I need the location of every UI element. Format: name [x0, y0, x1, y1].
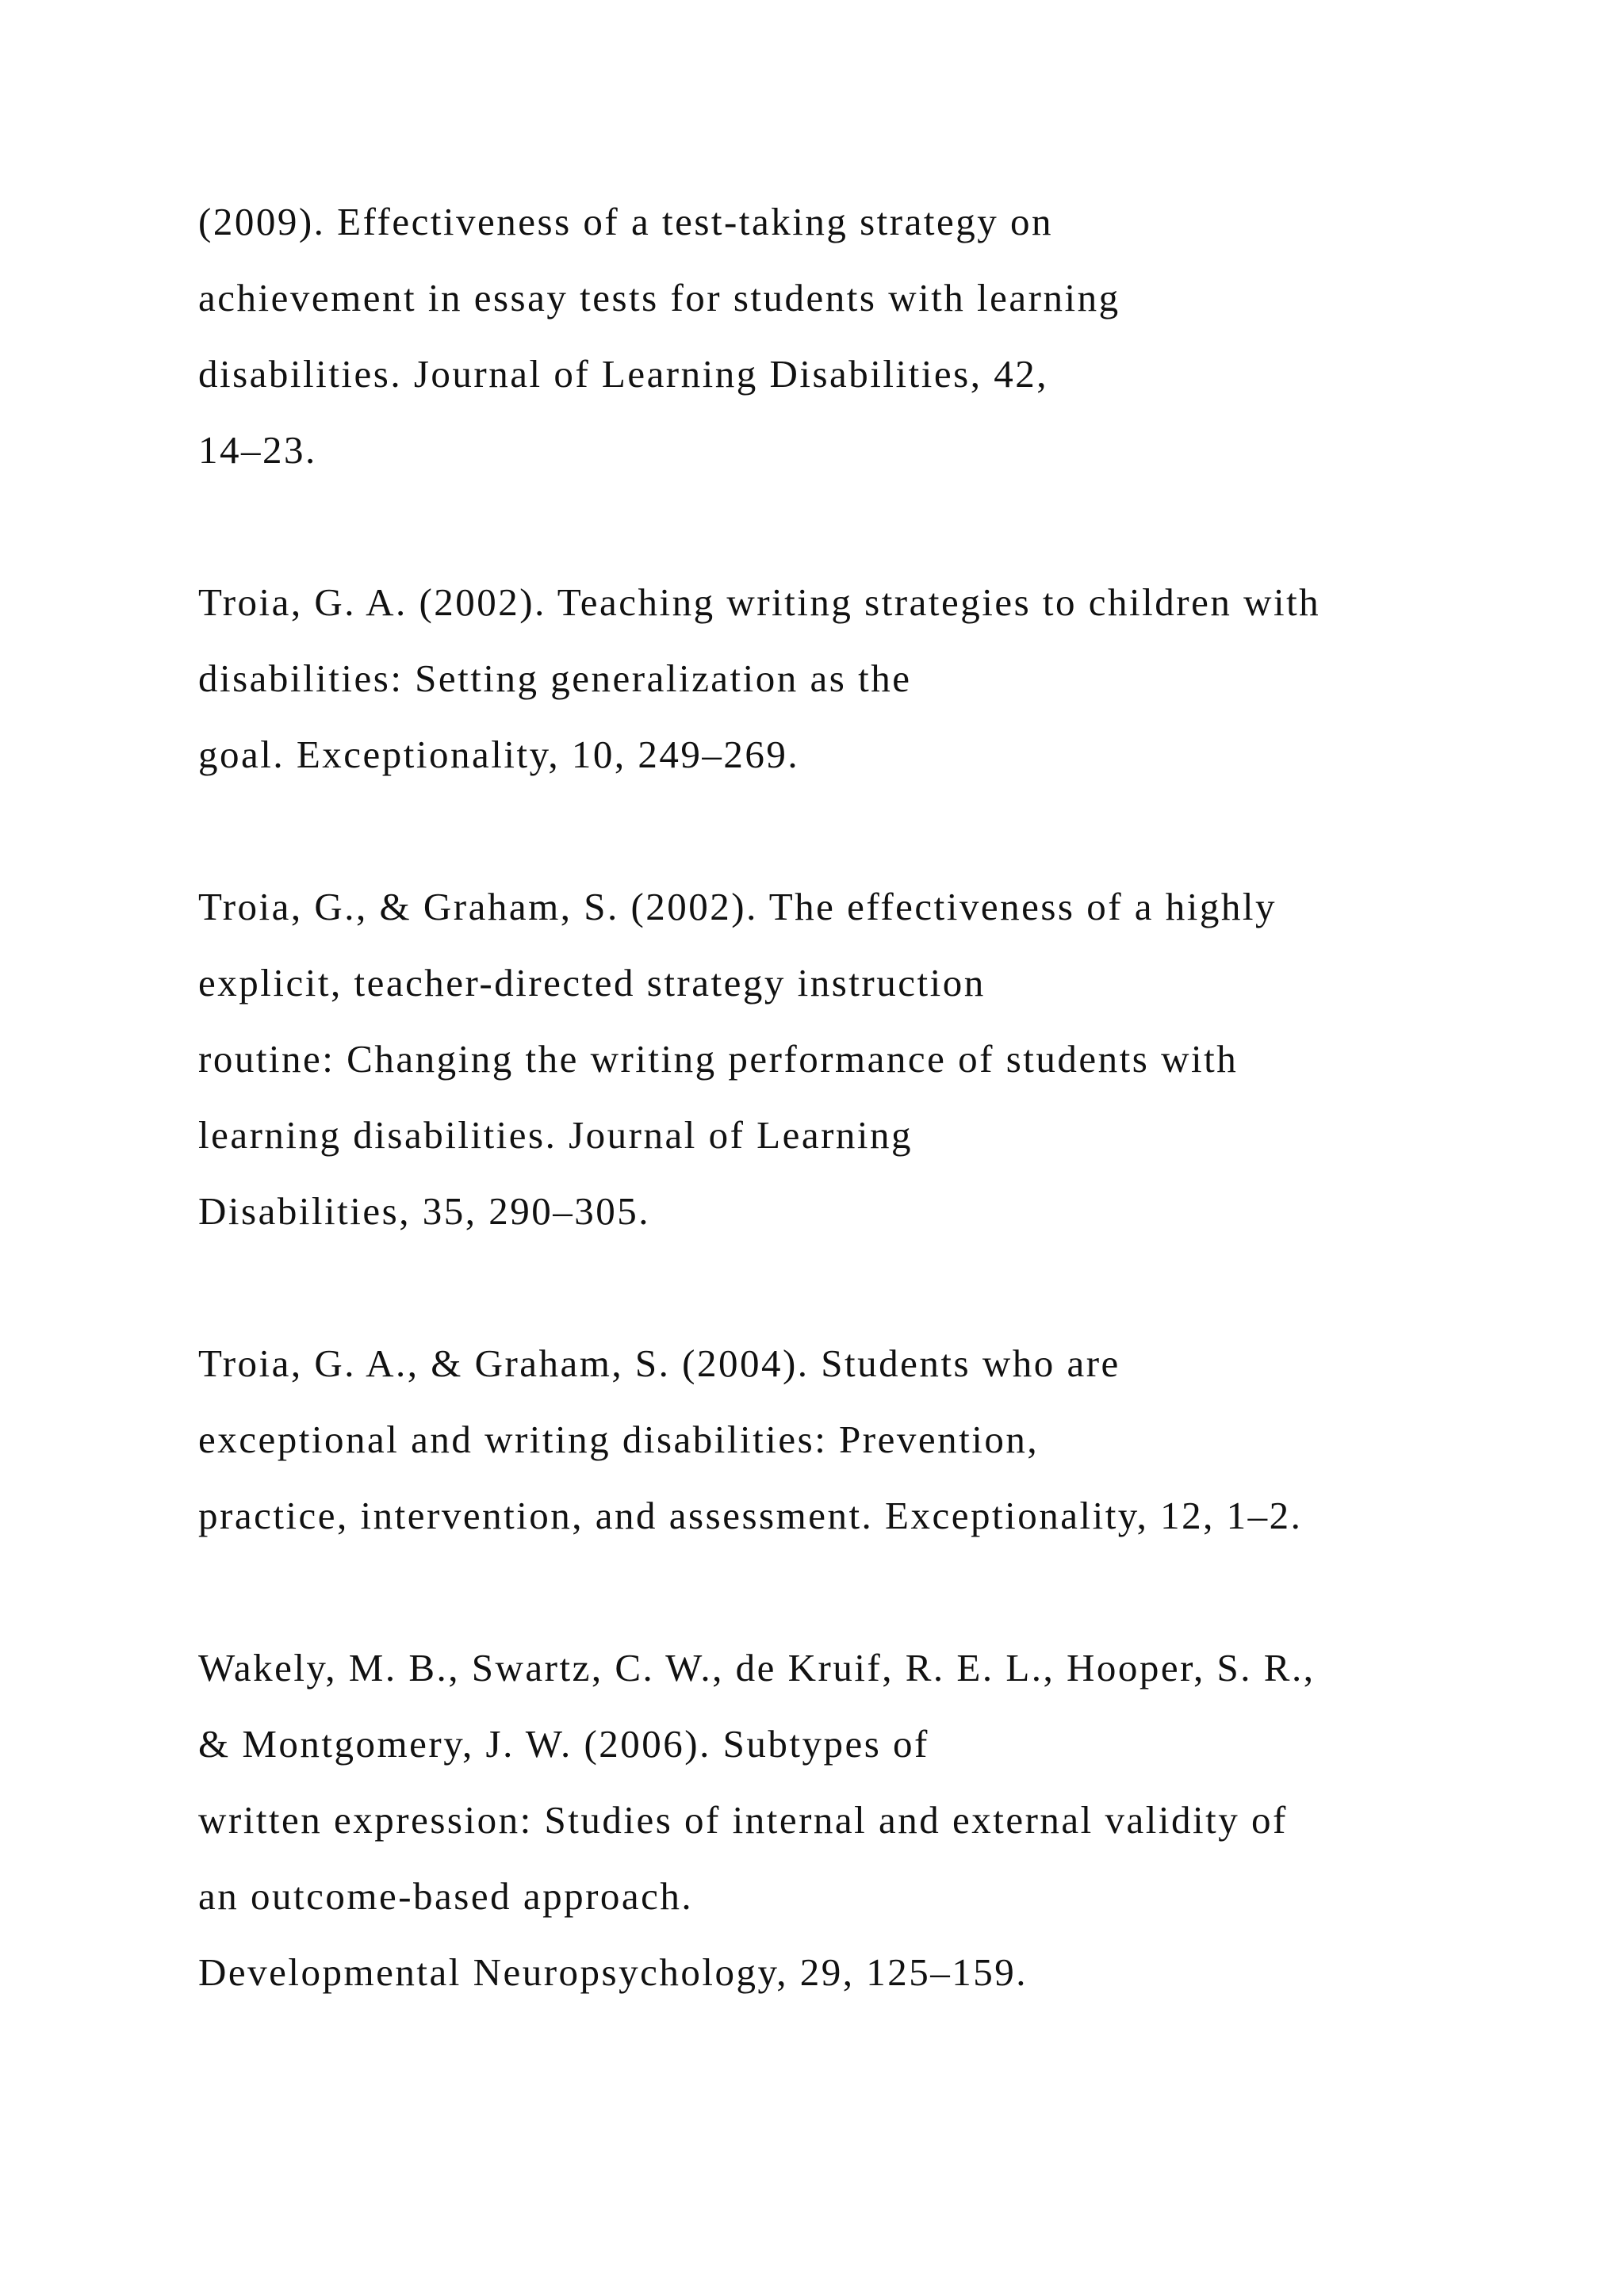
reference-line: 14–23. [198, 428, 317, 472]
reference-line: disabilities. Journal of Learning Disabilities, 42, [198, 352, 1048, 396]
reference-line: disabilities: Setting generalization as the [198, 656, 912, 700]
reference-line: exceptional and writing disabilities: Prevention, [198, 1418, 1040, 1461]
reference-line: Disabilities, 35, 290–305. [198, 1189, 650, 1233]
reference-line: routine: Changing the writing performance of students with [198, 1037, 1239, 1081]
reference-entry [198, 1630, 1546, 2011]
reference-line: Troia, G. A., & Graham, S. (2004). Students who are [198, 1341, 1120, 1385]
reference-entry [198, 184, 1546, 488]
reference-line: Troia, G., & Graham, S. (2002). The effectiveness of a highly [198, 885, 1277, 928]
reference-line: an outcome-based approach. [198, 1874, 694, 1918]
reference-line: Wakely, M. B., Swartz, C. W., de Kruif, R. E. L., Hooper, S. R., [198, 1646, 1316, 1689]
reference-line: achievement in essay tests for students with learning [198, 276, 1120, 320]
reference-line: (2009). Effectiveness of a test-taking strategy on [198, 200, 1053, 243]
reference-entry [198, 869, 1546, 1249]
reference-line: & Montgomery, J. W. (2006). Subtypes of [198, 1722, 929, 1766]
reference-line: written expression: Studies of internal and external validity of [198, 1798, 1288, 1842]
reference-line: goal. Exceptionality, 10, 249–269. [198, 733, 800, 776]
reference-line: practice, intervention, and assessment. Exceptionality, 12, 1–2. [198, 1494, 1303, 1537]
reference-entry [198, 1326, 1546, 1554]
reference-line: explicit, teacher-directed strategy instruction [198, 961, 986, 1004]
reference-entry [198, 564, 1546, 793]
reference-list [198, 184, 1546, 2087]
reference-line: Developmental Neuropsychology, 29, 125–159. [198, 1950, 1028, 1994]
reference-line: learning disabilities. Journal of Learning [198, 1113, 914, 1157]
reference-line: Troia, G. A. (2002). Teaching writing strategies to children with [198, 580, 1321, 624]
